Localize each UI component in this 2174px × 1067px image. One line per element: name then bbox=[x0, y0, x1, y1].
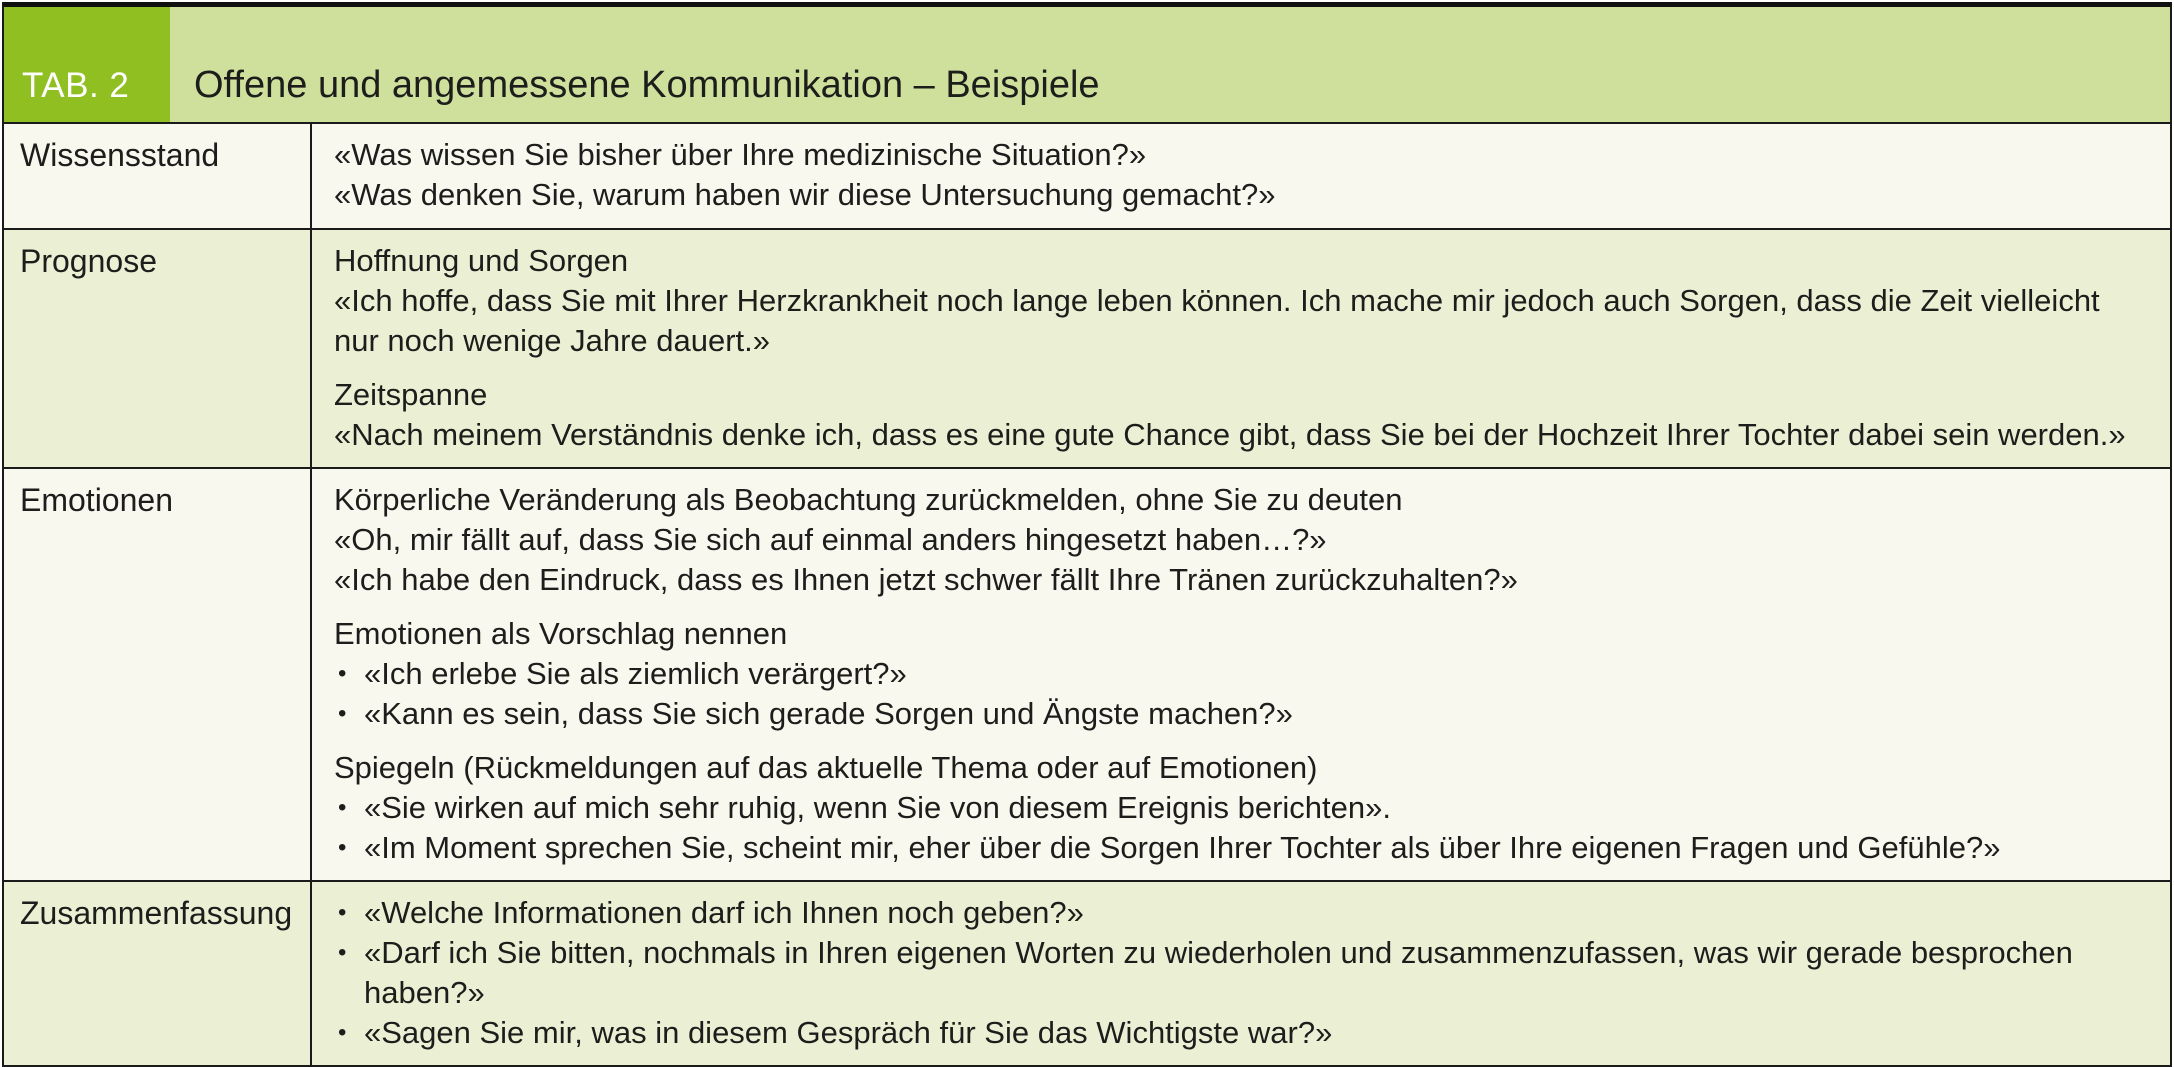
content-block bbox=[334, 893, 2146, 1053]
communication-examples-table bbox=[2, 2, 2172, 1067]
row-content bbox=[312, 124, 2170, 228]
table-number-badge: TAB. 2 bbox=[4, 7, 170, 122]
table-row bbox=[4, 467, 2170, 880]
quote-line: «Was wissen Sie bisher über Ihre medizinische Situation?» bbox=[334, 137, 1147, 172]
table-title: Offene und angemessene Kommunikation – Beispiele bbox=[194, 64, 1100, 106]
bullet-item-text: «Darf ich Sie bitten, nochmals in Ihren eigenen Worten zu wiederholen und zusammenzufassen, was wir gerade besprochen haben?» bbox=[364, 935, 2073, 1010]
bullet-icon: • bbox=[338, 700, 347, 727]
bullet-icon: • bbox=[338, 1019, 347, 1046]
bullet-item bbox=[334, 893, 2146, 933]
bullet-item bbox=[334, 828, 2146, 868]
table-row bbox=[4, 228, 2170, 467]
row-label: Wissensstand bbox=[4, 124, 312, 228]
quote-line: «Nach meinem Verständnis denke ich, dass es eine gute Chance gibt, dass Sie bei der Hochzeit Ihrer Tochter dabei sein werden.» bbox=[334, 417, 2126, 452]
row-label: Prognose bbox=[4, 230, 312, 467]
bullet-icon: • bbox=[338, 794, 347, 821]
table-row bbox=[4, 122, 2170, 228]
bullet-icon: • bbox=[338, 899, 347, 926]
bullet-item-text: «Ich erlebe Sie als ziemlich verärgert?» bbox=[364, 656, 907, 691]
block-heading: Körperliche Veränderung als Beobachtung zurückmelden, ohne Sie zu deuten bbox=[334, 482, 1403, 517]
bullet-item-text: «Welche Informationen darf ich Ihnen noch geben?» bbox=[364, 895, 1084, 930]
content-block bbox=[334, 480, 2146, 600]
table-row bbox=[4, 880, 2170, 1065]
content-block bbox=[334, 748, 2146, 868]
row-content bbox=[312, 230, 2170, 467]
bullet-item-text: «Sie wirken auf mich sehr ruhig, wenn Sie von diesem Ereignis berichten». bbox=[364, 790, 1391, 825]
bullet-icon: • bbox=[338, 660, 347, 687]
row-label: Zusammenfassung bbox=[4, 882, 312, 1065]
content-block bbox=[334, 135, 2146, 215]
content-block bbox=[334, 614, 2146, 734]
table-header bbox=[4, 7, 2170, 122]
quote-line: «Ich habe den Eindruck, dass es Ihnen jetzt schwer fällt Ihre Tränen zurückzuhalten?» bbox=[334, 562, 1518, 597]
row-label: Emotionen bbox=[4, 469, 312, 880]
row-content bbox=[312, 469, 2170, 880]
quote-line: «Oh, mir fällt auf, dass Sie sich auf einmal anders hingesetzt haben…?» bbox=[334, 522, 1327, 557]
bullet-item bbox=[334, 1013, 2146, 1053]
block-heading: Spiegeln (Rückmeldungen auf das aktuelle Thema oder auf Emotionen) bbox=[334, 750, 1318, 785]
bullet-item-text: «Sagen Sie mir, was in diesem Gespräch für Sie das Wichtigste war?» bbox=[364, 1015, 1333, 1050]
bullet-item bbox=[334, 654, 2146, 694]
row-content bbox=[312, 882, 2170, 1065]
content-block bbox=[334, 241, 2146, 361]
block-heading: Zeitspanne bbox=[334, 377, 488, 412]
quote-line: «Ich hoffe, dass Sie mit Ihrer Herzkrankheit noch lange leben können. Ich mache mir jedoch auch Sorgen, dass die Zeit vielleicht nur noch wenige Jahre dauert.» bbox=[334, 283, 2100, 358]
bullet-item bbox=[334, 788, 2146, 828]
bullet-icon: • bbox=[338, 939, 347, 966]
bullet-item bbox=[334, 694, 2146, 734]
bullet-item bbox=[334, 933, 2146, 1013]
bullet-item-text: «Im Moment sprechen Sie, scheint mir, eher über die Sorgen Ihrer Tochter als über Ihre eigenen Fragen und Gefühle?» bbox=[364, 830, 2001, 865]
bullet-item-text: «Kann es sein, dass Sie sich gerade Sorgen und Ängste machen?» bbox=[364, 696, 1293, 731]
block-heading: Emotionen als Vorschlag nennen bbox=[334, 616, 788, 651]
table-body bbox=[4, 122, 2170, 1065]
quote-line: «Was denken Sie, warum haben wir diese Untersuchung gemacht?» bbox=[334, 177, 1276, 212]
block-heading: Hoffnung und Sorgen bbox=[334, 243, 629, 278]
content-block bbox=[334, 375, 2146, 455]
bullet-icon: • bbox=[338, 834, 347, 861]
